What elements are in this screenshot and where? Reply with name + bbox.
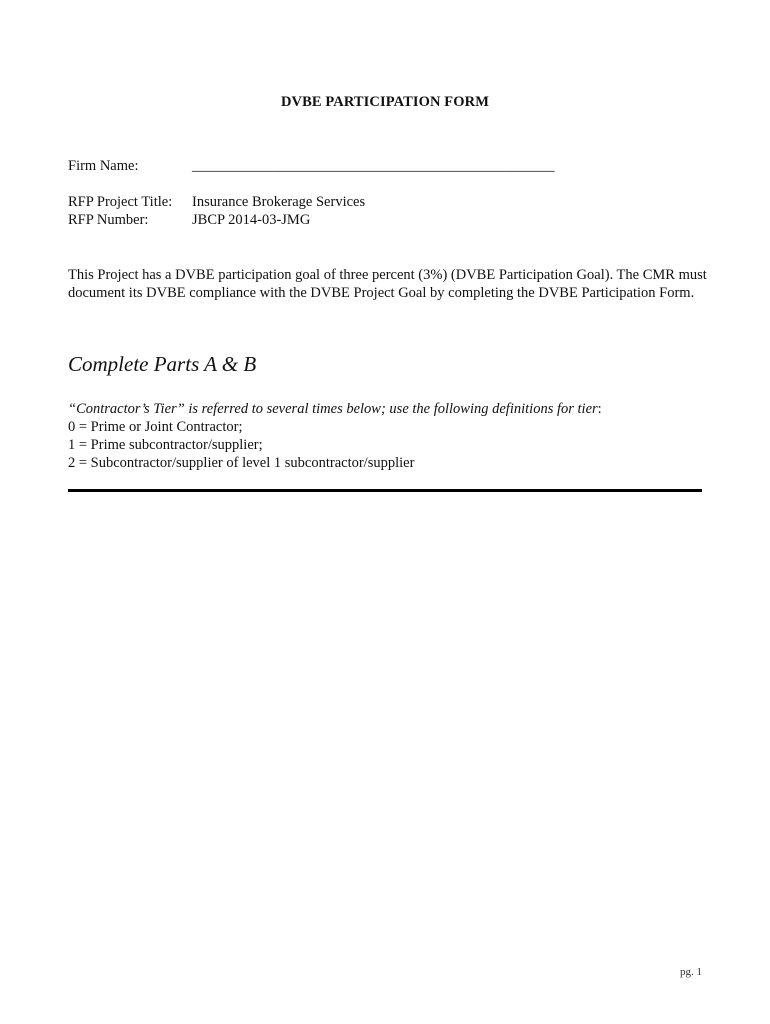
participation-goal-paragraph: This Project has a DVBE participation goal of three percent (3%) (DVBE Participation Goal). The CMR must document its DVBE compliance with the DVBE Project Goal by completing the DVBE Participation Form. [68,267,707,301]
project-title-value: Insurance Brokerage Services [192,194,366,210]
tier-0: 0 = Prime or Joint Contractor; [68,419,243,435]
rfp-number-label: RFP Number: [68,212,149,228]
form-title: DVBE PARTICIPATION FORM [280,94,489,110]
tier-2: 2 = Subcontractor/supplier of level 1 subcontractor/supplier [68,455,415,471]
section-heading: Complete Parts A & B [68,352,257,376]
firm-name-row [68,158,555,175]
page-number: pg. 1 [680,966,702,978]
project-title-label: RFP Project Title: [68,194,173,210]
firm-name-blank[interactable]: __________________________________________________ [192,158,555,174]
tier-intro-line [68,400,602,418]
firm-name-label: Firm Name: [68,158,139,174]
tier-definitions [68,400,602,472]
rfp-number-row [68,212,310,229]
rfp-number-value: JBCP 2014-03-JMG [192,212,311,228]
section-divider [68,489,702,492]
project-title-row [68,194,365,211]
tier-intro: “Contractor’s Tier” is referred to several times below; use the following definitions for tier [68,401,598,417]
tier-intro-colon: : [597,401,602,417]
tier-1: 1 = Prime subcontractor/supplier; [68,437,263,453]
